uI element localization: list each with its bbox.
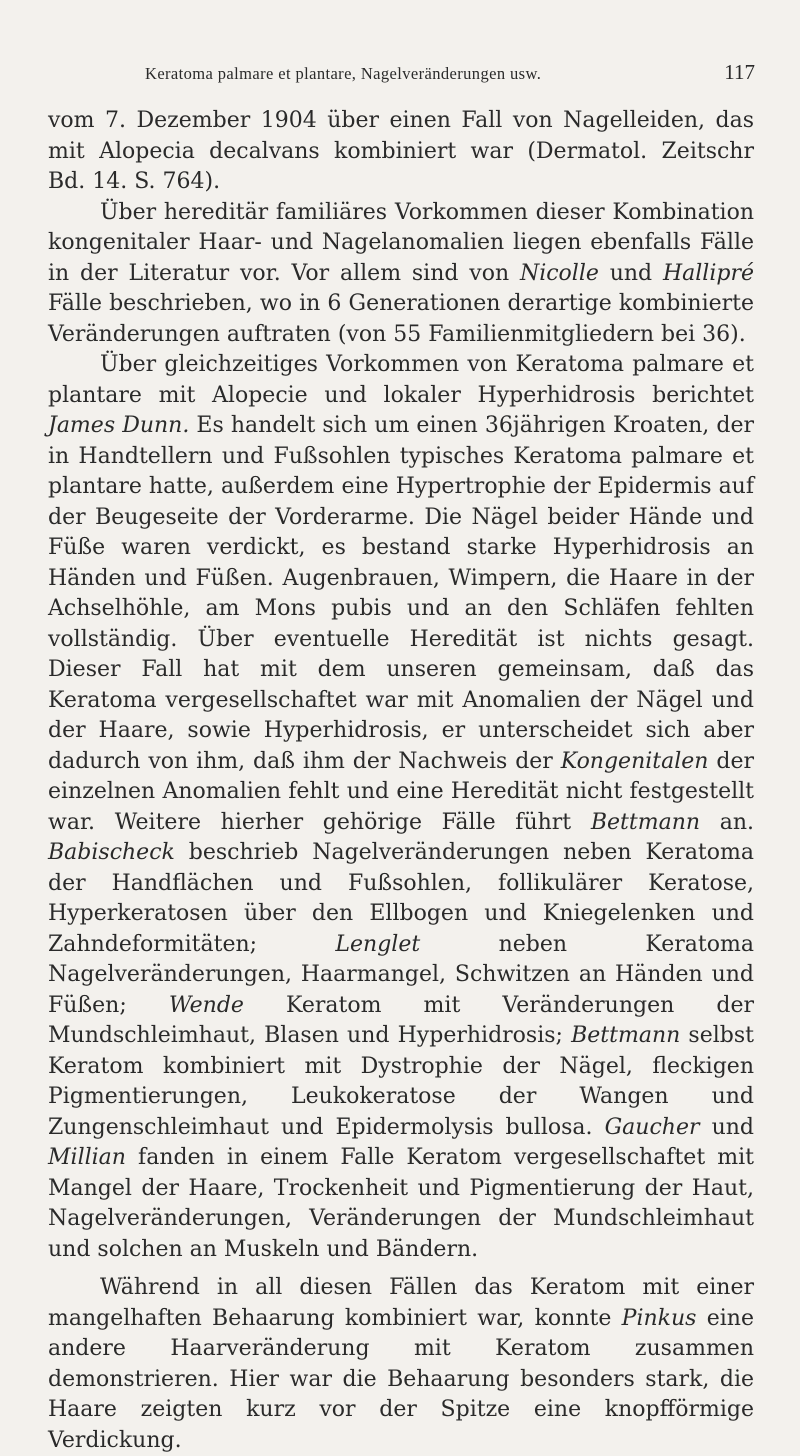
- author-name: Nicolle: [519, 260, 599, 286]
- author-name: Lenglet: [335, 931, 421, 957]
- author-name: James Dunn.: [48, 413, 190, 438]
- text-run: eine andere Haarveränderung mit Keratom zusammen demonstrieren. Hier war die Behaarung besonders stark, die Haare zeigten kurz vor der Spitze eine knopfförmige Verdickung.: [48, 1305, 754, 1453]
- text-run: und: [598, 260, 663, 286]
- text-run: fanden in einem Falle Keratom vergesellschaftet mit Mangel der Haare, Trockenheit und Pigmentierung der Haut, Nagelveränderungen, Veränderungen der Mundschleimhaut und solchen an Muskeln und Bändern.: [48, 1145, 754, 1262]
- paragraph-4: [48, 1273, 754, 1456]
- author-name: Bettmann: [571, 1023, 681, 1048]
- text-run: beschrieb Nagelveränderungen neben Keratoma der Handflächen und Fußsohlen, follikulärer Keratose, Hyperkeratosen über den Ellbogen und Kniegelenken und Zahndeformitäten;: [48, 840, 754, 957]
- text-run: und: [699, 1114, 754, 1140]
- author-name: Babischeck: [48, 840, 175, 865]
- text-run: Fälle beschrieben, wo in 6 Generationen derartige kombinierte Veränderungen auftraten (von 55 Familienmitgliedern bei 36).: [48, 291, 754, 347]
- text-run: Keratom mit Veränderungen der Mundschleimhaut, Blasen und Hyperhidrosis;: [48, 992, 754, 1048]
- text-run: Während in all diesen Fällen das Keratom mit einer mangelhaften Behaarung kombiniert war, konnte: [48, 1275, 754, 1331]
- author-name: Bettmann: [590, 809, 701, 835]
- paragraph-3: [48, 350, 754, 1265]
- text-run: selbst Keratom kombiniert mit Dystrophie der Nägel, fleckigen Pigmentierungen, Leukokeratose der Wangen und Zungenschleimhaut und Epidermolysis bullosa.: [48, 1023, 754, 1140]
- author-name: Hallipré: [662, 260, 754, 286]
- page-number: 117: [724, 60, 755, 84]
- text-run: Über gleichzeitiges Vorkommen von Keratoma palmare et plantare mit Alopecie und lokaler Hyperhidrosis berichtet: [48, 352, 754, 408]
- page-body: [48, 106, 754, 1456]
- text-run: Über hereditär familiäres Vorkommen dieser Kombination kongenitaler Haar- und Nagelanomalien liegen ebenfalls Fälle in der Literatur vor. Vor allem sind von: [48, 199, 754, 286]
- text-run: Es handelt sich um einen 36jährigen Kroaten, der in Handtellern und Fußsohlen typisches Keratoma palmare et plantare hatte, außerdem eine Hypertrophie der Epidermis auf der Beugeseite der Vorderarme. Die Nägel beider Hände und Füße waren verdickt, es bestand starke Hyperhidrosis an Händen und Füßen. Augenbrauen, Wimpern, die Haare in der Achselhöhle, am Mons pubis und an den Schläfen fehlten vollständig. Über eventuelle Heredität ist nichts gesagt. Dieser Fall hat mit dem unseren gemeinsam, daß das Keratoma vergesellschaftet war mit Anomalien der Nägel und der Haare, sowie Hyperhidrosis, er unterscheidet sich aber dadurch von ihm, daß ihm der Nachweis der: [48, 413, 754, 774]
- text-run: an.: [700, 809, 754, 835]
- author-name: Pinkus: [621, 1305, 697, 1331]
- paragraph-1: [48, 106, 754, 198]
- author-name: Millian: [48, 1145, 126, 1170]
- text-run: der einzelnen Anomalien fehlt und eine Heredität nicht festgestellt war. Weitere hierher gehörige Fälle führt: [48, 748, 754, 835]
- author-name: Kongenitalen: [560, 748, 709, 774]
- text-run: vom 7. Dezember 1904 über einen Fall von Nagelleiden, das mit Alopecia decalvans kombiniert war (Dermatol. Zeitschr Bd. 14. S. 764).: [48, 108, 754, 194]
- running-head: [145, 60, 755, 90]
- text-run: neben Keratoma Nagelveränderungen, Haarmangel, Schwitzen an Händen und Füßen;: [48, 931, 754, 1018]
- author-name: Wende: [168, 992, 244, 1018]
- running-title: Keratoma palmare et plantare, Nagelveränderungen usw.: [145, 64, 542, 83]
- paragraph-2: [48, 198, 754, 351]
- author-name: Gaucher: [604, 1114, 700, 1140]
